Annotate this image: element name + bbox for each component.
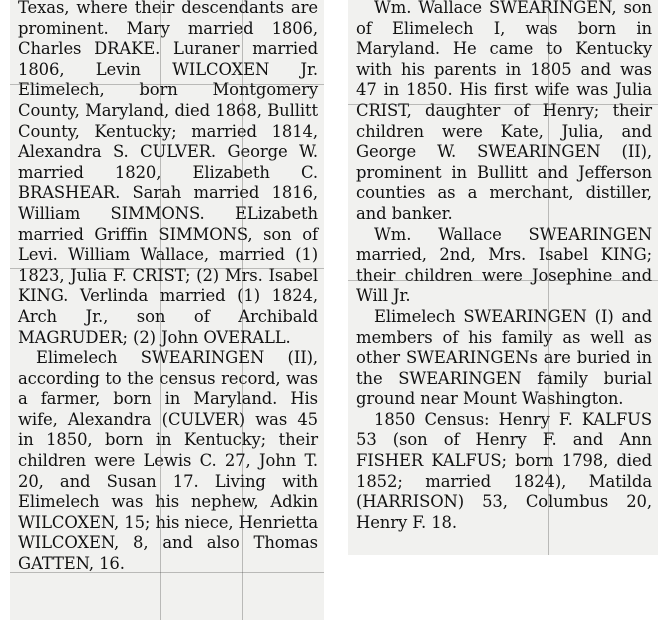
right-paragraph-3: Elimelech SWEARINGEN (I) and members of his family as well as other SWEARINGENs are buried in the SWEARINGEN family burial ground near Mount Washington. xyxy=(356,306,652,409)
right-paragraph-4: 1850 Census: Henry F. KALFUS 53 (son of Henry F. and Ann FISHER KALFUS; born 1798, died 1852; married 1824), Matilda (HARRISON) 53, Columbus 20, Henry F. 18. xyxy=(356,409,652,532)
fold-crease xyxy=(348,104,658,105)
right-column-text xyxy=(356,0,652,533)
left-column-text xyxy=(18,0,318,575)
fold-crease xyxy=(160,0,161,620)
fold-crease xyxy=(242,0,243,620)
fold-crease xyxy=(10,268,324,269)
left-newspaper-column xyxy=(10,0,324,620)
left-paragraph-2: Elimelech SWEARINGEN (II), according to the census record, was a farmer, born in Maryland. His wife, Alexandra (CULVER) was 45 in 1850, born in Kentucky; their children were Lewis C. 27, John T. 20, and Susan 17. Living with Elimelech was his nephew, Adkin WILCOXEN, 15; his niece, Henrietta WILCOXEN, 8, and also Thomas GATTEN, 16. xyxy=(18,348,318,574)
right-newspaper-column xyxy=(348,0,658,555)
right-paragraph-1: Wm. Wallace SWEARINGEN, son of Elimelech I, was born in Maryland. He came to Kentucky with his parents in 1805 and was 47 in 1850. His first wife was Julia CRIST, daughter of Henry; their children were Kate, Julia, and George W. SWEARINGEN (II), prominent in Bullitt and Jefferson counties as a merchant, distiller, and banker. xyxy=(356,0,652,223)
fold-crease xyxy=(348,280,658,281)
fold-crease xyxy=(548,0,549,555)
fold-crease xyxy=(10,84,324,85)
fold-crease xyxy=(10,572,324,573)
left-paragraph-1: Texas, where their descendants are prominent. Mary married 1806, Charles DRAKE. Luraner married 1806, Levin WILCOXEN Jr. Elimelech, born Montgomery County, Maryland, died 1868, Bullitt County, Kentucky; married 1814, Alexandra S. CULVER. George W. married 1820, Elizabeth C. BRASHEAR. Sarah married 1816, William SIMMONS. ELizabeth married Griffin SIMMONS, son of Levi. William Wallace, married (1) 1823, Julia F. CRIST; (2) Mrs. Isabel KING. Verlinda married (1) 1824, Arch Jr., son of Archibald MAGRUDER; (2) John OVERALL. xyxy=(18,0,318,347)
right-paragraph-2: Wm. Wallace SWEARINGEN married, 2nd, Mrs. Isabel KING; their children were Josephine and Will Jr. xyxy=(356,224,652,306)
